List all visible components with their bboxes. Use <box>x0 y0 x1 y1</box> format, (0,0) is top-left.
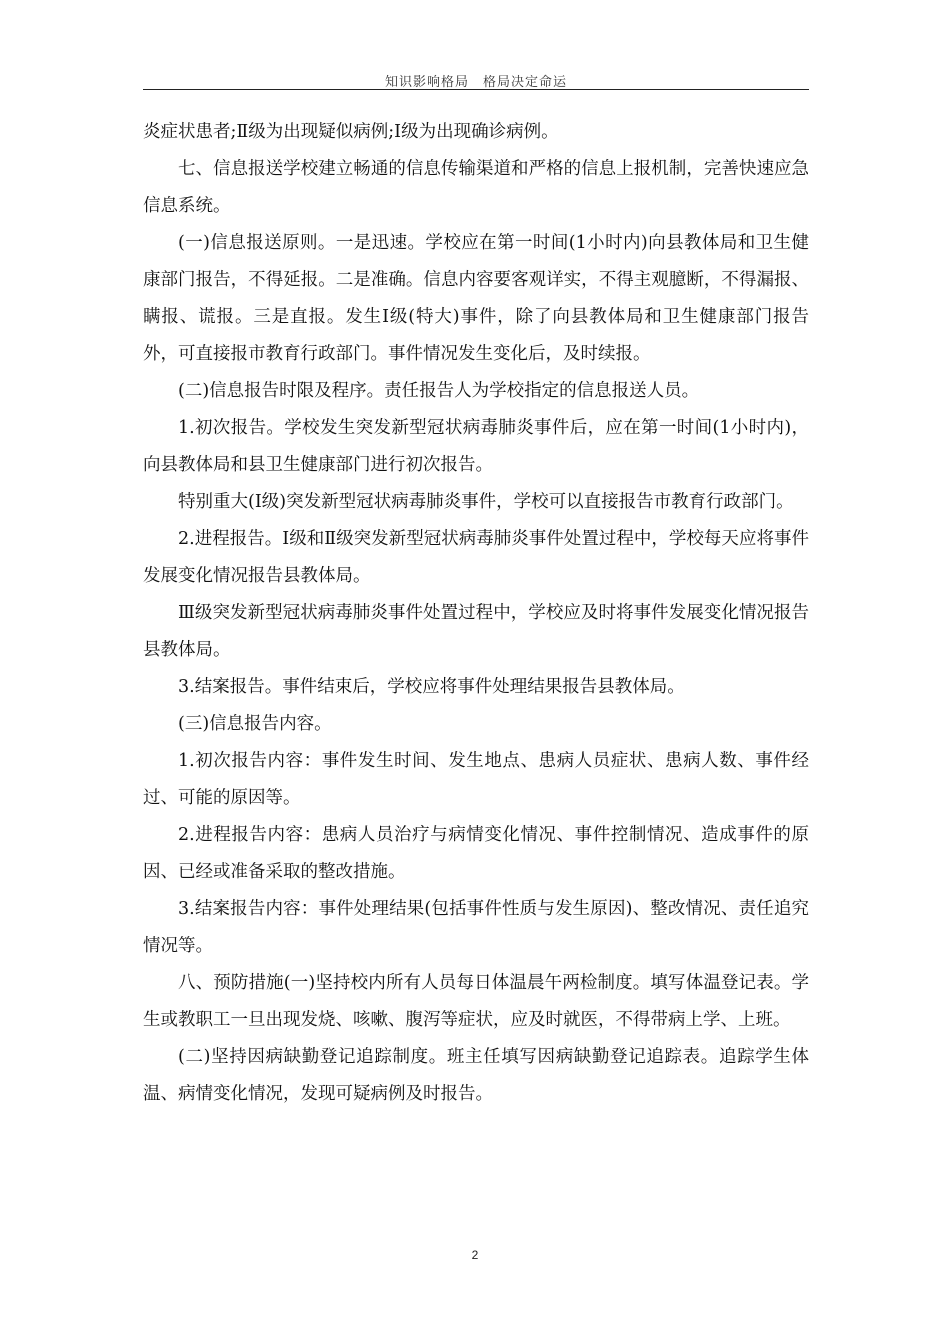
paragraph: Ⅲ级突发新型冠状病毒肺炎事件处置过程中，学校应及时将事件发展变化情况报告县教体局。 <box>143 603 809 660</box>
paragraph: (一)信息报送原则。一是迅速。学校应在第一时间(1小时内)向县教体局和卫生健康部门报告，不得延报。二是准确。信息内容要客观详实，不得主观臆断，不得漏报、瞒报、谎报。三是直报。发生Ⅰ级(特大)事件，除了向县教体局和卫生健康部门报告外，可直接报市教育行政部门。事件情况发生变化后，及时续报。 <box>143 233 809 364</box>
document-body <box>143 114 809 1113</box>
running-header: 知识影响格局 格局决定命运 <box>384 75 567 90</box>
paragraph: 七、信息报送学校建立畅通的信息传输渠道和严格的信息上报机制，完善快速应急信息系统。 <box>143 159 809 216</box>
header-divider <box>143 89 809 90</box>
paragraph: 3.结案报告。事件结束后，学校应将事件处理结果报告县教体局。 <box>178 677 685 697</box>
paragraph: 特别重大(Ⅰ级)突发新型冠状病毒肺炎事件，学校可以直接报告市教育行政部门。 <box>178 492 794 512</box>
paragraph: (三)信息报告内容。 <box>178 714 332 734</box>
paragraph: 2.进程报告。Ⅰ级和Ⅱ级突发新型冠状病毒肺炎事件处置过程中，学校每天应将事件发展变化情况报告县教体局。 <box>143 529 809 586</box>
paragraph: 炎症状患者;Ⅱ级为出现疑似病例;Ⅰ级为出现确诊病例。 <box>143 122 559 142</box>
paragraph: 3.结案报告内容：事件处理结果(包括事件性质与发生原因)、整改情况、责任追究情况等。 <box>143 899 809 956</box>
page-number: 2 <box>471 1248 479 1262</box>
paragraph: (二)坚持因病缺勤登记追踪制度。班主任填写因病缺勤登记追踪表。追踪学生体温、病情变化情况，发现可疑病例及时报告。 <box>143 1047 809 1104</box>
paragraph: 1.初次报告。学校发生突发新型冠状病毒肺炎事件后，应在第一时间(1小时内)，向县教体局和县卫生健康部门进行初次报告。 <box>143 418 809 475</box>
paragraph: (二)信息报告时限及程序。责任报告人为学校指定的信息报送人员。 <box>178 381 700 401</box>
paragraph: 2.进程报告内容：患病人员治疗与病情变化情况、事件控制情况、造成事件的原因、已经或准备采取的整改措施。 <box>143 825 809 882</box>
paragraph: 八、预防措施(一)坚持校内所有人员每日体温晨午两检制度。填写体温登记表。学生或教职工一旦出现发烧、咳嗽、腹泻等症状，应及时就医，不得带病上学、上班。 <box>143 973 809 1030</box>
paragraph: 1.初次报告内容：事件发生时间、发生地点、患病人员症状、患病人数、事件经过、可能的原因等。 <box>143 751 809 808</box>
